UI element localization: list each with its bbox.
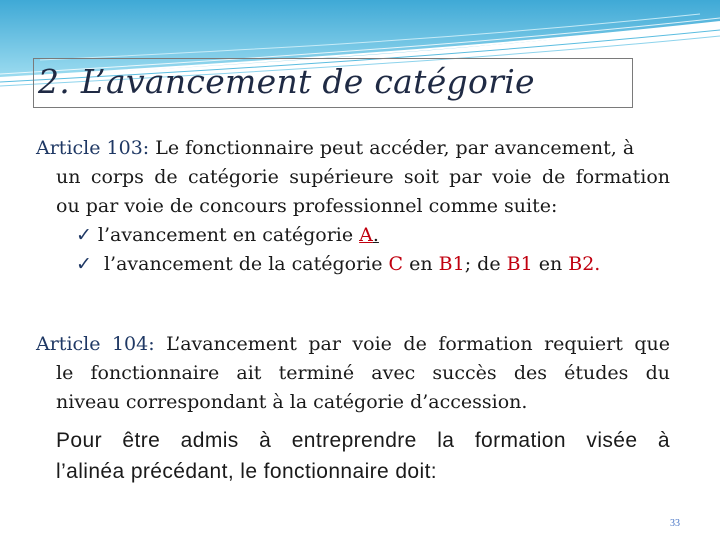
check-icon: ✓ — [76, 224, 92, 246]
article-103-line3: ou par voie de concours professionnel comme suite: — [56, 195, 558, 217]
article-104-first-line — [36, 330, 670, 359]
admission-paragraph — [56, 425, 670, 487]
bullet-1-text: l’avancement en catégorie — [97, 224, 360, 246]
admission-line1: Pour être admis à entreprendre la formation visée à — [56, 429, 670, 452]
article-103-label: Article 103: — [36, 137, 150, 159]
category-b1-a: B1 — [438, 253, 465, 275]
bullet-1-end: . — [372, 224, 379, 246]
article-104-line3: niveau correspondant à la catégorie d’accession. — [56, 391, 528, 413]
slide-title: 2. L’avancement de catégorie — [38, 62, 535, 101]
check-icon: ✓ — [76, 253, 92, 275]
page-number: 33 — [670, 518, 680, 529]
bullet-2-en2: en — [532, 253, 569, 275]
article-103-first-line — [36, 134, 670, 163]
bullet-2-de: ; de — [464, 253, 507, 275]
article-104 — [36, 330, 670, 417]
category-a: A — [359, 224, 373, 246]
category-b2: B2. — [568, 253, 601, 275]
category-c: C — [388, 253, 404, 275]
bullet-2-en1: en — [403, 253, 439, 275]
category-b1-b: B1 — [506, 253, 533, 275]
admission-line2: l’alinéa précédant, le fonctionnaire doit: — [56, 460, 438, 483]
article-103-line2: un corps de catégorie supérieure soit par voie de formation — [56, 166, 670, 188]
bullet-item-1 — [36, 221, 670, 250]
article-104-line2: le fonctionnaire ait terminé avec succès des études du — [56, 362, 670, 384]
article-103-line1: Le fonctionnaire peut accéder, par avancement, à — [149, 137, 635, 159]
article-103 — [36, 134, 670, 279]
article-104-line1: L’avancement par voie de formation requiert que — [154, 333, 670, 355]
bullet-item-2 — [36, 250, 670, 279]
article-104-label: Article 104: — [36, 333, 155, 355]
bullet-2-text: l’avancement de la catégorie — [97, 253, 389, 275]
